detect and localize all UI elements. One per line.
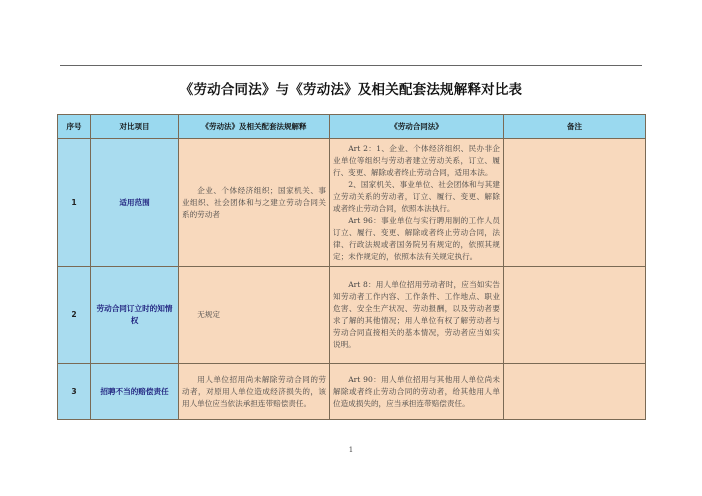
contract-law-paragraph: Art 2：1、企业、个体经济组织、民办非企业单位等组织与劳动者建立劳动关系，订立、履行、变更、解除或者终止劳动合同，适用本法。 — [333, 143, 500, 177]
row-labor-law-cell — [179, 364, 330, 420]
contract-law-paragraph: 2、国家机关、事业单位、社会团体和与其建立劳动关系的劳动者，订立、履行、变更、解除或者终止劳动合同，依照本法执行。 — [333, 179, 500, 213]
page-number: 1 — [348, 446, 354, 454]
table-row — [58, 364, 646, 420]
row-labor-law-text: 企业、个体经济组织；国家机关、事业组织、社会团体和与之建立劳动合同关系的劳动者 — [182, 185, 326, 219]
header-contract-law: 《劳动合同法》 — [330, 115, 504, 139]
row-contract-law-cell — [330, 139, 504, 267]
contract-law-paragraph: Art 8：用人单位招用劳动者时，应当如实告知劳动者工作内容、工作条件、工作地点、职业危害、安全生产状况、劳动报酬，以及劳动者要求了解的其他情况；用人单位有权了解劳动者与劳动合同直接相关的基本情况，劳动者应当如实说明。 — [333, 280, 500, 349]
header-item: 对比项目 — [91, 115, 179, 139]
row-contract-law-cell — [330, 364, 504, 420]
row-item: 劳动合同订立时的知情权 — [91, 267, 179, 364]
header-seq: 序号 — [58, 115, 91, 139]
table-row — [58, 267, 646, 364]
row-note — [504, 364, 646, 420]
row-item: 适用范围 — [91, 139, 179, 267]
header-labor-law: 《劳动法》及相关配套法规解释 — [179, 115, 330, 139]
row-labor-law-text: 用人单位招用尚未解除劳动合同的劳动者，对原用人单位造成经济损失的，该用人单位应当依法承担连带赔偿责任。 — [182, 374, 326, 408]
row-note — [504, 139, 646, 267]
row-seq: 2 — [58, 267, 91, 364]
contract-law-paragraph: Art 90：用人单位招用与其他用人单位尚未解除或者终止劳动合同的劳动者，给其他用人单位造成损失的，应当承担连带赔偿责任。 — [333, 374, 500, 408]
header-note: 备注 — [504, 115, 646, 139]
row-item: 招聘不当的赔偿责任 — [91, 364, 179, 420]
row-seq: 1 — [58, 139, 91, 267]
row-labor-law-cell — [179, 139, 330, 267]
row-labor-law-cell — [179, 267, 330, 364]
contract-law-paragraph: Art 96：事业单位与实行聘用制的工作人员订立、履行、变更、解除或者终止劳动合同，法律、行政法规或者国务院另有规定的，依照其规定；未作规定的，依照本法有关规定执行。 — [333, 215, 500, 261]
row-note — [504, 267, 646, 364]
row-contract-law-cell — [330, 267, 504, 364]
header-rule — [60, 65, 642, 66]
table-row — [58, 139, 646, 267]
row-labor-law-text: 无规定 — [197, 310, 220, 319]
comparison-table — [57, 114, 646, 420]
page-title: 《劳动合同法》与《劳动法》及相关配套法规解释对比表 — [179, 82, 523, 98]
table-header-row — [58, 115, 646, 139]
row-seq: 3 — [58, 364, 91, 420]
